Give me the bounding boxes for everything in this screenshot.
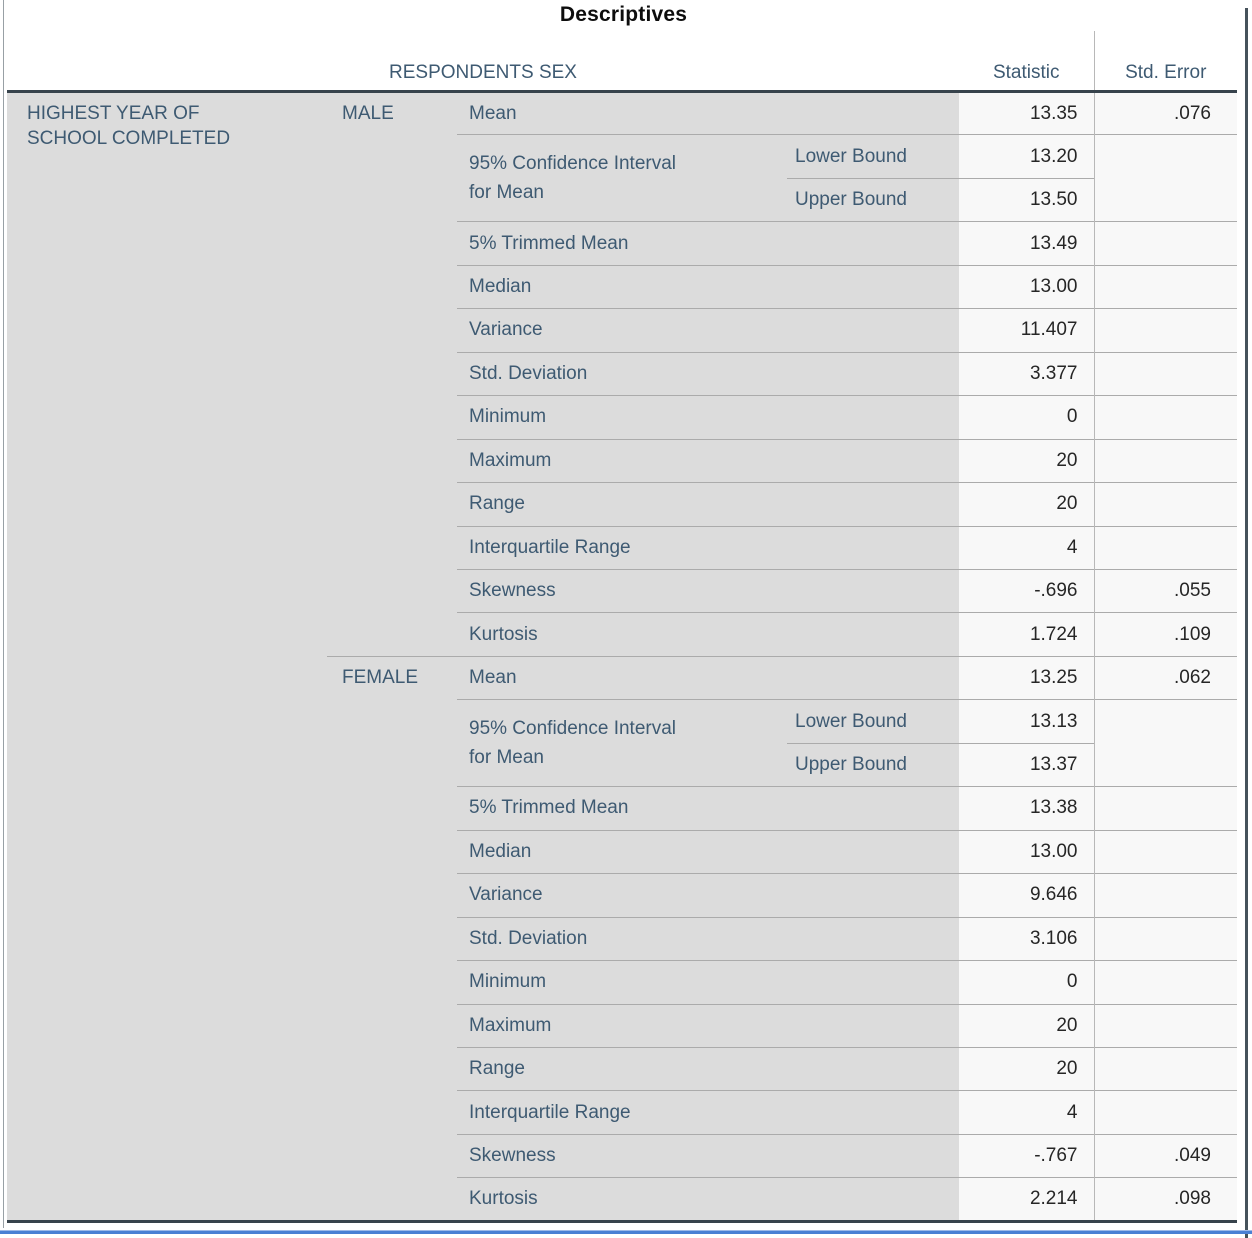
stat-label: Minimum (457, 961, 959, 1004)
col-header-std-error: Std. Error (1094, 31, 1237, 92)
std-error-value (1094, 743, 1237, 786)
stat-label: Range (457, 483, 959, 526)
statistic-value: 20 (959, 1004, 1094, 1047)
stat-sublabel: Upper Bound (787, 178, 959, 221)
stat-label: Range (457, 1047, 959, 1090)
row-header-text: HIGHEST YEAR OF SCHOOL COMPLETED (27, 103, 231, 149)
std-error-value (1094, 830, 1237, 873)
statistic-value: 9.646 (959, 874, 1094, 917)
stat-label: Std. Deviation (457, 917, 959, 960)
std-error-value (1094, 961, 1237, 1004)
statistic-value: 1.724 (959, 613, 1094, 656)
statistic-value: 13.00 (959, 265, 1094, 308)
statistic-value: 4 (959, 1091, 1094, 1134)
statistic-value: -.767 (959, 1134, 1094, 1177)
std-error-value: .049 (1094, 1134, 1237, 1177)
statistic-value: 13.20 (959, 135, 1094, 178)
statistic-value: 13.25 (959, 656, 1094, 699)
std-error-value (1094, 135, 1237, 178)
std-error-value: .062 (1094, 656, 1237, 699)
statistic-value: 0 (959, 961, 1094, 1004)
stat-label: Interquartile Range (457, 1091, 959, 1134)
std-error-value (1094, 483, 1237, 526)
std-error-value (1094, 265, 1237, 308)
statistic-value: 20 (959, 439, 1094, 482)
statistic-value: 13.50 (959, 178, 1094, 221)
stat-label: Std. Deviation (457, 352, 959, 395)
std-error-value (1094, 1091, 1237, 1134)
stat-label: Kurtosis (457, 1178, 959, 1222)
statistic-value: 13.38 (959, 787, 1094, 830)
col-header-respondents-sex: RESPONDENTS SEX (7, 31, 959, 92)
statistic-value: 3.106 (959, 917, 1094, 960)
group-label-female: FEMALE (327, 656, 457, 1221)
std-error-value: .109 (1094, 613, 1237, 656)
statistic-value: -.696 (959, 569, 1094, 612)
statistic-value: 20 (959, 483, 1094, 526)
std-error-value (1094, 439, 1237, 482)
stat-label: Kurtosis (457, 613, 959, 656)
stat-label (457, 700, 787, 787)
std-error-value: .098 (1094, 1178, 1237, 1222)
stat-label: Median (457, 830, 959, 873)
std-error-value: .076 (1094, 92, 1237, 135)
stat-label: Maximum (457, 1004, 959, 1047)
ci-label-text: 95% Confidence Interval for Mean (469, 718, 677, 769)
table-title: Descriptives (559, 3, 688, 26)
col-header-statistic: Statistic (959, 31, 1094, 92)
stat-label: Mean (457, 656, 959, 699)
std-error-value (1094, 309, 1237, 352)
statistic-value: 13.37 (959, 743, 1094, 786)
stat-label: Variance (457, 309, 959, 352)
std-error-value (1094, 396, 1237, 439)
stat-sublabel: Lower Bound (787, 135, 959, 178)
std-error-value (1094, 1047, 1237, 1090)
descriptives-pivot-table[interactable] (7, 31, 1237, 1223)
statistic-value: 13.35 (959, 92, 1094, 135)
stat-sublabel: Upper Bound (787, 743, 959, 786)
pane-right-border (1245, 8, 1248, 1238)
std-error-value (1094, 178, 1237, 221)
stat-label: Skewness (457, 1134, 959, 1177)
group-label-male: MALE (327, 92, 457, 657)
table-row (7, 92, 1237, 135)
stat-label: 5% Trimmed Mean (457, 222, 959, 265)
stat-label: Median (457, 265, 959, 308)
descriptives-output (7, 0, 1240, 1223)
statistic-value: 13.13 (959, 700, 1094, 743)
std-error-value (1094, 700, 1237, 743)
statistic-value: 20 (959, 1047, 1094, 1090)
std-error-value (1094, 917, 1237, 960)
stat-label: Skewness (457, 569, 959, 612)
std-error-value (1094, 526, 1237, 569)
ci-label-text: 95% Confidence Interval for Mean (469, 153, 677, 204)
pane-left-border (3, 0, 4, 1228)
std-error-value (1094, 352, 1237, 395)
stat-label: Variance (457, 874, 959, 917)
std-error-value (1094, 874, 1237, 917)
statistic-value: 3.377 (959, 352, 1094, 395)
statistic-value: 13.00 (959, 830, 1094, 873)
stat-label: Mean (457, 92, 959, 135)
std-error-value (1094, 222, 1237, 265)
statistic-value: 13.49 (959, 222, 1094, 265)
std-error-value (1094, 787, 1237, 830)
stat-label (457, 135, 787, 222)
stat-sublabel: Lower Bound (787, 700, 959, 743)
row-header-cell (7, 92, 327, 1222)
stat-label: Maximum (457, 439, 959, 482)
stat-label: Minimum (457, 396, 959, 439)
stat-label: 5% Trimmed Mean (457, 787, 959, 830)
statistic-value: 2.214 (959, 1178, 1094, 1222)
statistic-value: 0 (959, 396, 1094, 439)
std-error-value (1094, 1004, 1237, 1047)
selection-bottom-border (0, 1230, 1252, 1234)
statistic-value: 11.407 (959, 309, 1094, 352)
statistic-value: 4 (959, 526, 1094, 569)
column-header-row (7, 31, 1237, 92)
std-error-value: .055 (1094, 569, 1237, 612)
stat-label: Interquartile Range (457, 526, 959, 569)
